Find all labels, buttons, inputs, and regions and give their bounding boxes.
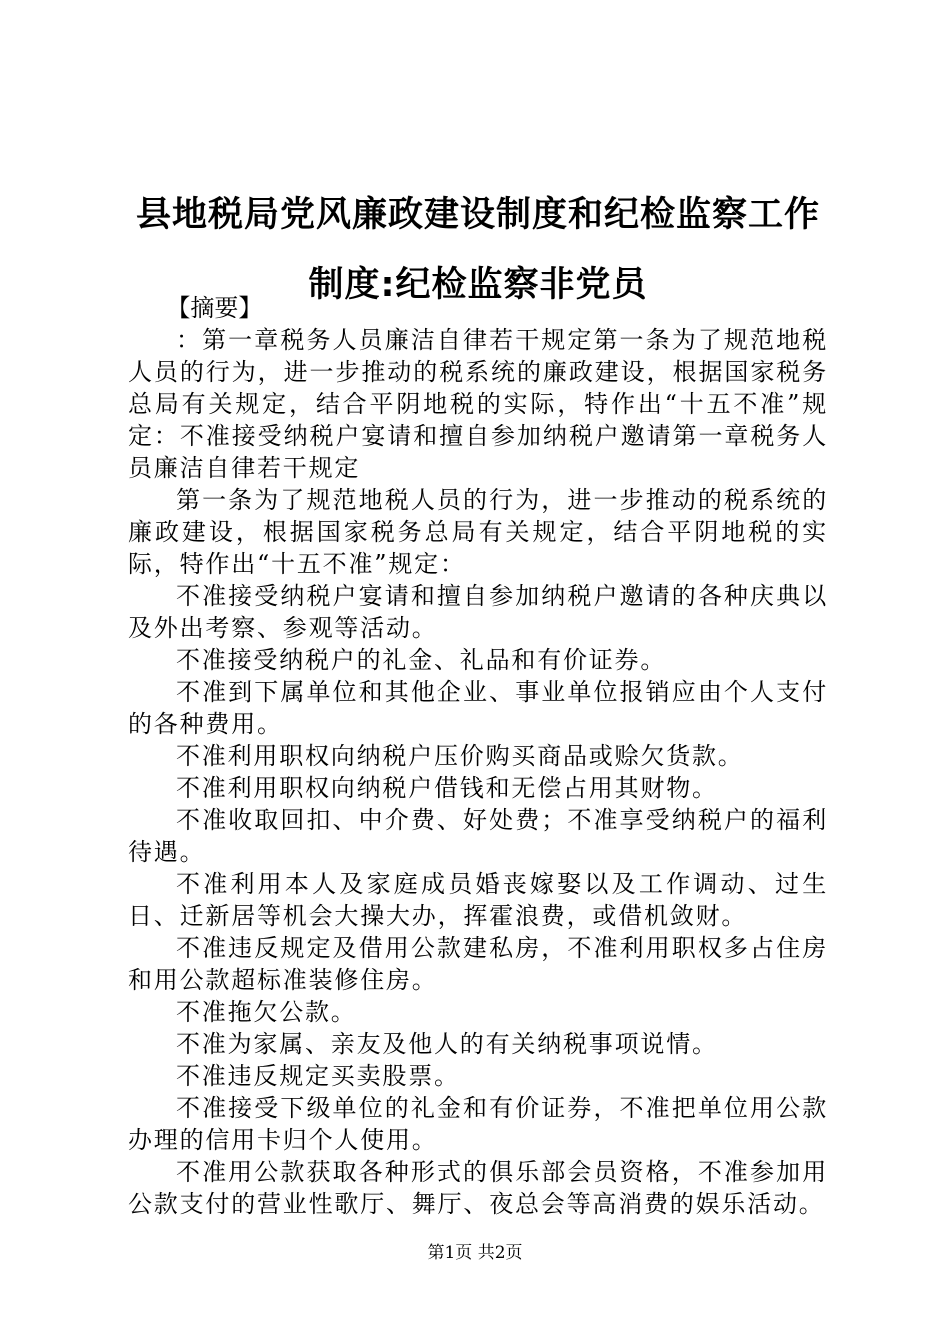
paragraph: ：第一章税务人员廉洁自律若干规定第一条为了规范地税人员的行为，进一步推动的税系统的廉政建设，根据国家税务总局有关规定，结合平阴地税的实际，特作出“十五不准”规定：不准接受纳税户宴请和擅自参加纳税户邀请第一章税务人员廉洁自律若干规定 bbox=[128, 326, 828, 482]
abstract-label: 【摘要】 bbox=[166, 294, 263, 322]
paragraph: 不准用公款获取各种形式的俱乐部会员资格，不准参加用公款支付的营业性歌厅、舞厅、夜总会等高消费的娱乐活动。 bbox=[128, 1158, 828, 1218]
paragraph: 不准收取回扣、中介费、好处费；不准享受纳税户的福利待遇。 bbox=[128, 806, 828, 866]
paragraph: 不准利用本人及家庭成员婚丧嫁娶以及工作调动、过生日、迁新居等机会大操大办，挥霍浪费，或借机敛财。 bbox=[128, 870, 828, 930]
paragraph: 不准利用职权向纳税户压价购买商品或赊欠货款。 bbox=[176, 742, 744, 770]
paragraph: 不准利用职权向纳税户借钱和无偿占用其财物。 bbox=[176, 774, 718, 802]
document-title: 县地税局党风廉政建设制度和纪检监察工作制度:纪检监察非党员 bbox=[135, 195, 820, 305]
paragraph: 第一条为了规范地税人员的行为，进一步推动的税系统的廉政建设，根据国家税务总局有关规定，结合平阴地税的实际，特作出“十五不准”规定： bbox=[128, 486, 828, 578]
paragraph: 不准为家属、亲友及他人的有关纳税事项说情。 bbox=[176, 1030, 718, 1058]
paragraph: 不准违反规定买卖股票。 bbox=[176, 1062, 460, 1090]
paragraph: 不准违反规定及借用公款建私房，不准利用职权多占住房和用公款超标准装修住房。 bbox=[128, 934, 828, 994]
paragraph: 不准接受下级单位的礼金和有价证券，不准把单位用公款办理的信用卡归个人使用。 bbox=[128, 1094, 828, 1154]
paragraph: 不准接受纳税户宴请和擅自参加纳税户邀请的各种庆典以及外出考察、参观等活动。 bbox=[128, 582, 828, 642]
page-footer: 第1页 共2页 bbox=[427, 1243, 523, 1263]
document-body bbox=[128, 292, 828, 1220]
paragraph: 不准拖欠公款。 bbox=[176, 998, 357, 1026]
paragraph: 不准到下属单位和其他企业、事业单位报销应由个人支付的各种费用。 bbox=[128, 678, 828, 738]
paragraph: 不准接受纳税户的礼金、礼品和有价证券。 bbox=[176, 646, 667, 674]
